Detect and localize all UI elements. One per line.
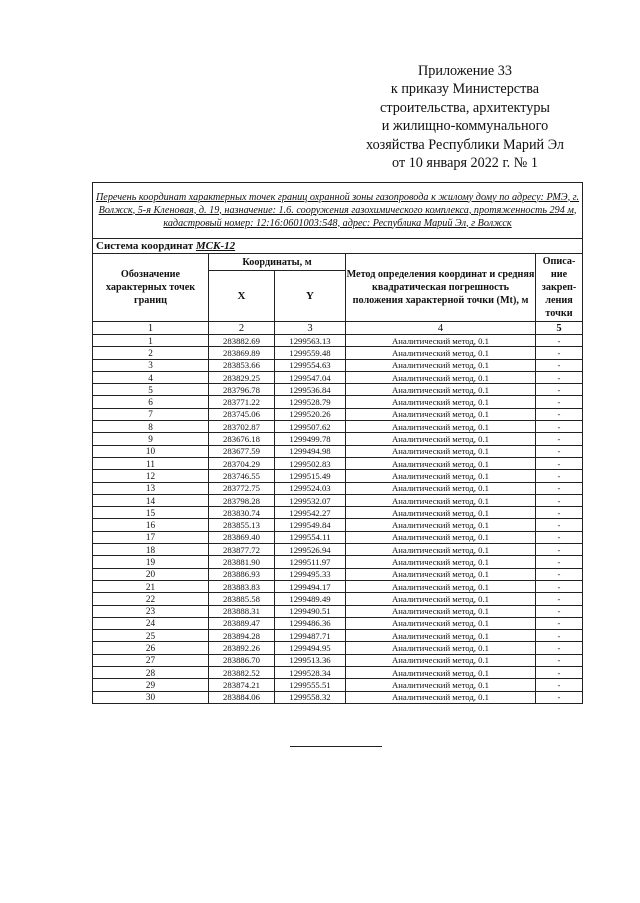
coordinate-system [93, 239, 583, 254]
fixation-cell: - [536, 507, 583, 519]
point-number-cell: 6 [93, 396, 209, 408]
table-row [93, 531, 583, 543]
point-number-cell: 14 [93, 494, 209, 506]
x-coordinate-cell: 283889.47 [209, 617, 275, 629]
point-number-cell: 12 [93, 470, 209, 482]
method-cell: Аналитический метод, 0.1 [346, 408, 536, 420]
point-number-cell: 17 [93, 531, 209, 543]
table-row [93, 667, 583, 679]
table-row [93, 371, 583, 383]
method-cell: Аналитический метод, 0.1 [346, 335, 536, 347]
method-cell: Аналитический метод, 0.1 [346, 347, 536, 359]
method-cell: Аналитический метод, 0.1 [346, 568, 536, 580]
x-coordinate-cell: 283886.93 [209, 568, 275, 580]
method-cell: Аналитический метод, 0.1 [346, 482, 536, 494]
method-cell: Аналитический метод, 0.1 [346, 691, 536, 703]
point-number-cell: 18 [93, 544, 209, 556]
method-cell: Аналитический метод, 0.1 [346, 519, 536, 531]
method-cell: Аналитический метод, 0.1 [346, 667, 536, 679]
point-number-cell: 27 [93, 654, 209, 666]
table-row [93, 642, 583, 654]
fixation-cell: - [536, 457, 583, 469]
table-row [93, 421, 583, 433]
point-number-cell: 29 [93, 679, 209, 691]
x-coordinate-cell: 283877.72 [209, 544, 275, 556]
table-row [93, 445, 583, 457]
method-cell: Аналитический метод, 0.1 [346, 384, 536, 396]
method-cell: Аналитический метод, 0.1 [346, 457, 536, 469]
point-number-cell: 16 [93, 519, 209, 531]
method-cell: Аналитический метод, 0.1 [346, 679, 536, 691]
fixation-cell: - [536, 580, 583, 592]
footer-divider [290, 746, 382, 747]
table-row [93, 408, 583, 420]
x-coordinate-cell: 283892.26 [209, 642, 275, 654]
method-cell: Аналитический метод, 0.1 [346, 654, 536, 666]
y-coordinate-cell: 1299554.63 [275, 359, 346, 371]
table-row [93, 593, 583, 605]
method-cell: Аналитический метод, 0.1 [346, 470, 536, 482]
y-coordinate-cell: 1299511.97 [275, 556, 346, 568]
point-number-cell: 4 [93, 371, 209, 383]
x-coordinate-cell: 283746.55 [209, 470, 275, 482]
point-number-cell: 19 [93, 556, 209, 568]
y-coordinate-cell: 1299547.04 [275, 371, 346, 383]
point-number-cell: 5 [93, 384, 209, 396]
x-coordinate-cell: 283882.69 [209, 335, 275, 347]
method-cell: Аналитический метод, 0.1 [346, 421, 536, 433]
fixation-cell: - [536, 593, 583, 605]
method-cell: Аналитический метод, 0.1 [346, 605, 536, 617]
y-coordinate-cell: 1299495.33 [275, 568, 346, 580]
x-coordinate-cell: 283869.40 [209, 531, 275, 543]
point-number-cell: 21 [93, 580, 209, 592]
x-coordinate-cell: 283798.28 [209, 494, 275, 506]
table-row [93, 556, 583, 568]
table-row [93, 457, 583, 469]
x-coordinate-cell: 283853.66 [209, 359, 275, 371]
method-cell: Аналитический метод, 0.1 [346, 642, 536, 654]
y-coordinate-cell: 1299489.49 [275, 593, 346, 605]
fixation-cell: - [536, 433, 583, 445]
col-number: 3 [275, 322, 346, 335]
y-coordinate-cell: 1299526.94 [275, 544, 346, 556]
fixation-cell: - [536, 556, 583, 568]
fixation-cell: - [536, 667, 583, 679]
y-coordinate-cell: 1299494.17 [275, 580, 346, 592]
x-coordinate-cell: 283830.74 [209, 507, 275, 519]
method-cell: Аналитический метод, 0.1 [346, 371, 536, 383]
y-coordinate-cell: 1299494.95 [275, 642, 346, 654]
table-caption: Перечень координат характерных точек границ охранной зоны газопровода к жилому дому по адресу: РМЭ, г. Волжск, 5-я Кленовая, д. 19, назначение: 1.6. сооружения газохимического комплекса, протяженность 294 м, кадастровый номер: 12:16:0601003:548, адрес: Республика Марий Эл, г Волжск [93, 183, 583, 239]
col-header-y: Y [275, 271, 346, 322]
header-line: и жилищно-коммунального [381, 118, 549, 135]
fixation-cell: - [536, 396, 583, 408]
table-row [93, 654, 583, 666]
x-coordinate-cell: 283883.83 [209, 580, 275, 592]
col-header-designation: Обозначение характерных точек границ [93, 254, 209, 322]
x-coordinate-cell: 283886.70 [209, 654, 275, 666]
method-cell: Аналитический метод, 0.1 [346, 531, 536, 543]
x-coordinate-cell: 283884.06 [209, 691, 275, 703]
y-coordinate-cell: 1299558.32 [275, 691, 346, 703]
y-coordinate-cell: 1299555.51 [275, 679, 346, 691]
col-number: 1 [93, 322, 209, 335]
fixation-cell: - [536, 494, 583, 506]
method-cell: Аналитический метод, 0.1 [346, 593, 536, 605]
fixation-cell: - [536, 371, 583, 383]
col-number: 2 [209, 322, 275, 335]
table-row [93, 494, 583, 506]
table-row [93, 691, 583, 703]
table-row [93, 519, 583, 531]
point-number-cell: 30 [93, 691, 209, 703]
method-cell: Аналитический метод, 0.1 [346, 396, 536, 408]
point-number-cell: 3 [93, 359, 209, 371]
col-header-coordinates: Координаты, м [209, 254, 346, 271]
coordinate-system-label: Система координат [96, 240, 196, 252]
point-number-cell: 24 [93, 617, 209, 629]
table-row [93, 630, 583, 642]
x-coordinate-cell: 283702.87 [209, 421, 275, 433]
x-coordinate-cell: 283888.31 [209, 605, 275, 617]
point-number-cell: 13 [93, 482, 209, 494]
x-coordinate-cell: 283894.28 [209, 630, 275, 642]
y-coordinate-cell: 1299513.36 [275, 654, 346, 666]
fixation-cell: - [536, 654, 583, 666]
table-row [93, 384, 583, 396]
method-cell: Аналитический метод, 0.1 [346, 544, 536, 556]
point-number-cell: 8 [93, 421, 209, 433]
x-coordinate-cell: 283881.90 [209, 556, 275, 568]
y-coordinate-cell: 1299554.11 [275, 531, 346, 543]
y-coordinate-cell: 1299524.03 [275, 482, 346, 494]
header-line: строительства, архитектуры [380, 99, 550, 116]
y-coordinate-cell: 1299507.62 [275, 421, 346, 433]
method-cell: Аналитический метод, 0.1 [346, 445, 536, 457]
y-coordinate-cell: 1299528.79 [275, 396, 346, 408]
col-number: 5 [536, 322, 583, 335]
method-cell: Аналитический метод, 0.1 [346, 630, 536, 642]
point-number-cell: 23 [93, 605, 209, 617]
point-number-cell: 10 [93, 445, 209, 457]
fixation-cell: - [536, 470, 583, 482]
x-coordinate-cell: 283829.25 [209, 371, 275, 383]
header-line: к приказу Министерства [390, 81, 540, 98]
fixation-cell: - [536, 384, 583, 396]
table-row [93, 359, 583, 371]
y-coordinate-cell: 1299559.48 [275, 347, 346, 359]
y-coordinate-cell: 1299536.84 [275, 384, 346, 396]
x-coordinate-cell: 283796.78 [209, 384, 275, 396]
table-row [93, 482, 583, 494]
x-coordinate-cell: 283882.52 [209, 667, 275, 679]
x-coordinate-cell: 283772.75 [209, 482, 275, 494]
fixation-cell: - [536, 544, 583, 556]
y-coordinate-cell: 1299499.78 [275, 433, 346, 445]
x-coordinate-cell: 283745.06 [209, 408, 275, 420]
coordinates-table [92, 182, 583, 704]
appendix-header [350, 62, 580, 172]
coordinate-system-value: МСК-12 [195, 240, 236, 252]
y-coordinate-cell: 1299487.71 [275, 630, 346, 642]
x-coordinate-cell: 283885.58 [209, 593, 275, 605]
fixation-cell: - [536, 335, 583, 347]
y-coordinate-cell: 1299486.36 [275, 617, 346, 629]
fixation-cell: - [536, 630, 583, 642]
method-cell: Аналитический метод, 0.1 [346, 617, 536, 629]
y-coordinate-cell: 1299520.26 [275, 408, 346, 420]
x-coordinate-cell: 283874.21 [209, 679, 275, 691]
table-row [93, 507, 583, 519]
y-coordinate-cell: 1299563.13 [275, 335, 346, 347]
x-coordinate-cell: 283855.13 [209, 519, 275, 531]
header-line: от 10 января 2022 г. № 1 [392, 155, 538, 172]
fixation-cell: - [536, 642, 583, 654]
y-coordinate-cell: 1299490.51 [275, 605, 346, 617]
method-cell: Аналитический метод, 0.1 [346, 433, 536, 445]
table-row [93, 347, 583, 359]
table-row [93, 433, 583, 445]
method-cell: Аналитический метод, 0.1 [346, 359, 536, 371]
fixation-cell: - [536, 482, 583, 494]
y-coordinate-cell: 1299515.49 [275, 470, 346, 482]
header-line: Приложение 33 [418, 63, 512, 79]
fixation-cell: - [536, 421, 583, 433]
x-coordinate-cell: 283771.22 [209, 396, 275, 408]
table-row [93, 679, 583, 691]
col-header-fixation: Описа-ние закреп-ления точки [536, 254, 583, 322]
method-cell: Аналитический метод, 0.1 [346, 494, 536, 506]
point-number-cell: 2 [93, 347, 209, 359]
table-row [93, 605, 583, 617]
table-row [93, 568, 583, 580]
fixation-cell: - [536, 359, 583, 371]
point-number-cell: 1 [93, 335, 209, 347]
table-row [93, 580, 583, 592]
col-number: 4 [346, 322, 536, 335]
x-coordinate-cell: 283704.29 [209, 457, 275, 469]
fixation-cell: - [536, 531, 583, 543]
point-number-cell: 9 [93, 433, 209, 445]
method-cell: Аналитический метод, 0.1 [346, 580, 536, 592]
point-number-cell: 7 [93, 408, 209, 420]
y-coordinate-cell: 1299542.27 [275, 507, 346, 519]
point-number-cell: 15 [93, 507, 209, 519]
table-row [93, 470, 583, 482]
fixation-cell: - [536, 445, 583, 457]
x-coordinate-cell: 283869.89 [209, 347, 275, 359]
y-coordinate-cell: 1299502.83 [275, 457, 346, 469]
fixation-cell: - [536, 617, 583, 629]
fixation-cell: - [536, 519, 583, 531]
fixation-cell: - [536, 605, 583, 617]
header-line: хозяйства Республики Марий Эл [366, 136, 564, 153]
point-number-cell: 26 [93, 642, 209, 654]
point-number-cell: 25 [93, 630, 209, 642]
col-header-x: X [209, 271, 275, 322]
x-coordinate-cell: 283676.18 [209, 433, 275, 445]
point-number-cell: 22 [93, 593, 209, 605]
table-row [93, 544, 583, 556]
fixation-cell: - [536, 408, 583, 420]
fixation-cell: - [536, 568, 583, 580]
method-cell: Аналитический метод, 0.1 [346, 556, 536, 568]
table-row [93, 617, 583, 629]
point-number-cell: 28 [93, 667, 209, 679]
fixation-cell: - [536, 347, 583, 359]
point-number-cell: 20 [93, 568, 209, 580]
x-coordinate-cell: 283677.59 [209, 445, 275, 457]
y-coordinate-cell: 1299532.07 [275, 494, 346, 506]
point-number-cell: 11 [93, 457, 209, 469]
fixation-cell: - [536, 691, 583, 703]
method-cell: Аналитический метод, 0.1 [346, 507, 536, 519]
y-coordinate-cell: 1299494.98 [275, 445, 346, 457]
fixation-cell: - [536, 679, 583, 691]
y-coordinate-cell: 1299549.84 [275, 519, 346, 531]
table-row [93, 396, 583, 408]
y-coordinate-cell: 1299528.34 [275, 667, 346, 679]
col-header-method: Метод определения координат и средняя квадратическая погрешность положения характерной точки (Mt), м [346, 254, 536, 322]
table-row [93, 335, 583, 347]
